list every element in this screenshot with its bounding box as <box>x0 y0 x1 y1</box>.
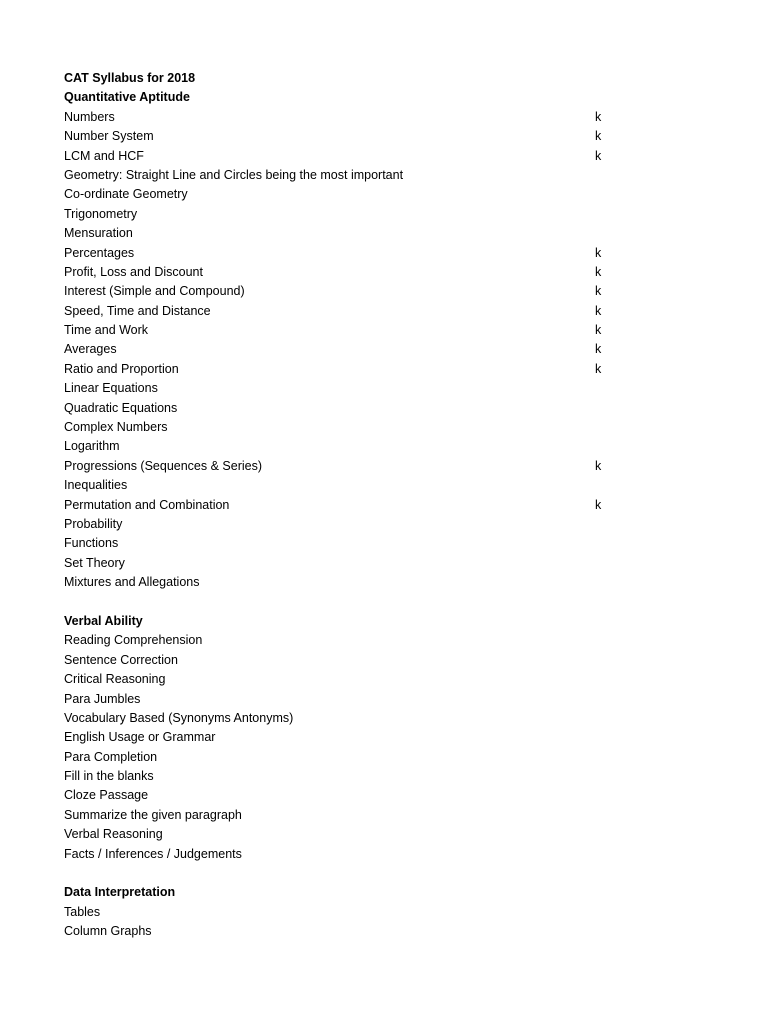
syllabus-item-label: Summarize the given paragraph <box>64 807 242 822</box>
syllabus-item <box>64 321 624 340</box>
section-heading-text: Data Interpretation <box>64 885 176 900</box>
syllabus-item <box>64 573 624 592</box>
syllabus-item-label: Geometry: Straight Line and Circles being the most important <box>64 167 404 182</box>
syllabus-item-mark: k <box>595 245 602 260</box>
syllabus-item-label: Progressions (Sequences & Series) <box>64 458 263 473</box>
syllabus-item <box>64 515 624 534</box>
syllabus-item-label: Sentence Correction <box>64 652 178 667</box>
syllabus-item <box>64 224 624 243</box>
syllabus-item <box>64 690 624 709</box>
syllabus-item-mark: k <box>595 323 602 338</box>
syllabus-item-label: Critical Reasoning <box>64 672 166 687</box>
syllabus-item-label: Verbal Reasoning <box>64 827 163 842</box>
syllabus-item <box>64 728 624 747</box>
syllabus-item-label: Functions <box>64 536 119 551</box>
syllabus-item <box>64 108 624 127</box>
syllabus-item-mark: k <box>595 109 602 124</box>
syllabus-item <box>64 825 624 844</box>
syllabus-item-mark: k <box>595 264 602 279</box>
syllabus-item <box>64 631 624 650</box>
syllabus-item-label: Inequalities <box>64 478 128 493</box>
syllabus-item-label: Probability <box>64 516 123 531</box>
syllabus-item-label: Cloze Passage <box>64 788 149 803</box>
syllabus-item <box>64 496 624 515</box>
syllabus-item <box>64 437 624 456</box>
syllabus-item-label: Profit, Loss and Discount <box>64 264 203 279</box>
syllabus-item-label: Vocabulary Based (Synonyms Antonyms) <box>64 710 294 725</box>
syllabus-item <box>64 399 624 418</box>
syllabus-item-label: Set Theory <box>64 555 125 570</box>
syllabus-item-label: Interest (Simple and Compound) <box>64 284 245 299</box>
syllabus-item <box>64 786 624 805</box>
syllabus-item-label: Numbers <box>64 109 115 124</box>
syllabus-item <box>64 418 624 437</box>
syllabus-item <box>64 922 624 941</box>
syllabus-item-label: Para Completion <box>64 749 158 764</box>
syllabus-item-label: Complex Numbers <box>64 420 168 435</box>
syllabus-item <box>64 205 624 224</box>
syllabus-item-label: Tables <box>64 904 101 919</box>
syllabus-item-mark: k <box>595 458 602 473</box>
section-heading <box>64 88 624 107</box>
syllabus-item-label: Permutation and Combination <box>64 497 230 512</box>
syllabus-item-label: Logarithm <box>64 439 120 454</box>
syllabus-item-label: Trigonometry <box>64 206 138 221</box>
syllabus-item-label: Speed, Time and Distance <box>64 303 211 318</box>
syllabus-item <box>64 147 624 166</box>
syllabus-item-label: Ratio and Proportion <box>64 361 179 376</box>
syllabus-item-mark: k <box>595 342 602 357</box>
syllabus-item <box>64 166 624 185</box>
syllabus-item-mark: k <box>595 284 602 299</box>
syllabus-item <box>64 263 624 282</box>
syllabus-item-label: Para Jumbles <box>64 691 141 706</box>
syllabus-item-label: LCM and HCF <box>64 148 144 163</box>
section-heading <box>64 883 624 902</box>
syllabus-item <box>64 127 624 146</box>
syllabus-item <box>64 806 624 825</box>
syllabus-item-label: Linear Equations <box>64 381 158 396</box>
syllabus-item-mark: k <box>595 129 602 144</box>
syllabus-item-label: Percentages <box>64 245 135 260</box>
syllabus-item <box>64 457 624 476</box>
syllabus-item-label: Reading Comprehension <box>64 633 203 648</box>
section-spacer <box>64 593 624 612</box>
syllabus-item-mark: k <box>595 497 602 512</box>
syllabus-item-label: Quadratic Equations <box>64 400 178 415</box>
syllabus-item-label: Averages <box>64 342 117 357</box>
document-title-text: CAT Syllabus for 2018 <box>64 71 196 85</box>
syllabus-item <box>64 476 624 495</box>
syllabus-item <box>64 360 624 379</box>
section-spacer <box>64 864 624 883</box>
syllabus-sections <box>64 88 624 941</box>
syllabus-item <box>64 767 624 786</box>
syllabus-item <box>64 340 624 359</box>
syllabus-item-label: Co-ordinate Geometry <box>64 187 188 202</box>
syllabus-item-label: Column Graphs <box>64 924 152 939</box>
syllabus-item <box>64 670 624 689</box>
syllabus-item-label: Mensuration <box>64 226 133 241</box>
section-heading-text: Verbal Ability <box>64 613 143 628</box>
section-heading-text: Quantitative Aptitude <box>64 90 190 105</box>
syllabus-item-mark: k <box>595 148 602 163</box>
section-heading <box>64 612 624 631</box>
syllabus-item <box>64 534 624 553</box>
syllabus-item-label: Facts / Inferences / Judgements <box>64 846 242 861</box>
syllabus-item-label: Mixtures and Allegations <box>64 575 200 590</box>
syllabus-item-label: Time and Work <box>64 323 149 338</box>
syllabus-item <box>64 709 624 728</box>
syllabus-item <box>64 903 624 922</box>
syllabus-item <box>64 244 624 263</box>
syllabus-item <box>64 554 624 573</box>
syllabus-item <box>64 845 624 864</box>
syllabus-item-label: Fill in the blanks <box>64 769 154 784</box>
syllabus-item <box>64 302 624 321</box>
syllabus-item-label: English Usage or Grammar <box>64 730 216 745</box>
syllabus-item-mark: k <box>595 303 602 318</box>
syllabus-item <box>64 185 624 204</box>
syllabus-content <box>64 69 624 942</box>
syllabus-item <box>64 748 624 767</box>
syllabus-item-label: Number System <box>64 129 154 144</box>
syllabus-item <box>64 651 624 670</box>
syllabus-item <box>64 282 624 301</box>
syllabus-item <box>64 379 624 398</box>
document-title <box>64 69 624 88</box>
syllabus-item-mark: k <box>595 361 602 376</box>
